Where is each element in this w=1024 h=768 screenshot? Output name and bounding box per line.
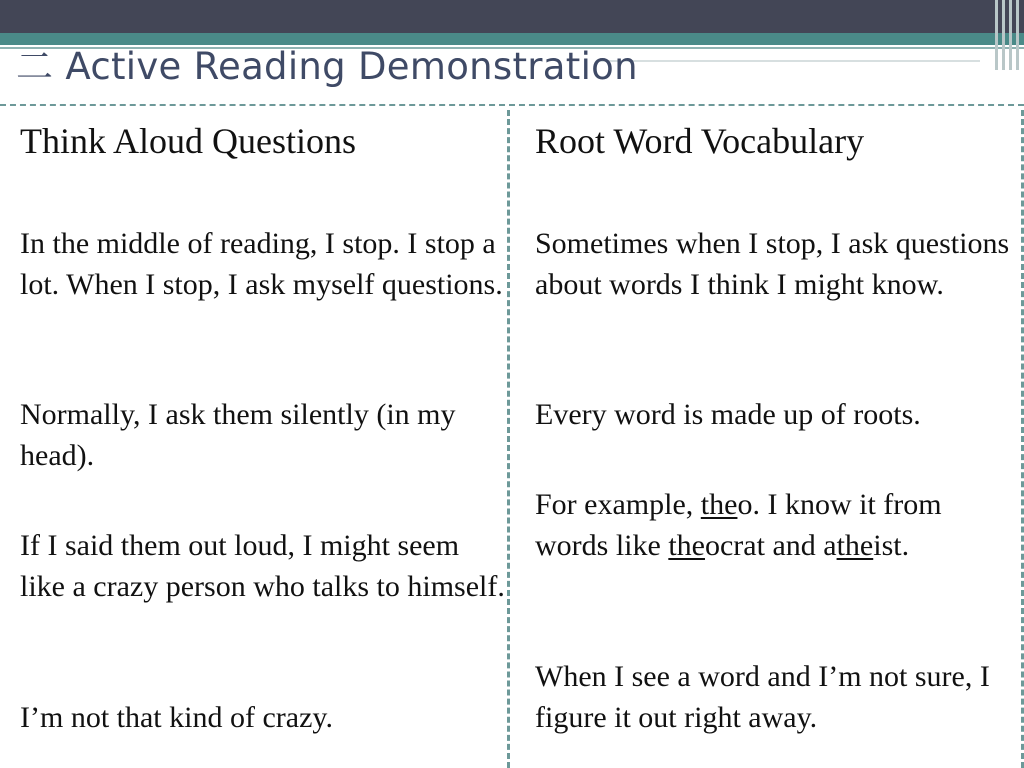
decorative-bar xyxy=(1009,0,1012,70)
paragraph: When I see a word and I’m not sure, I figure it out right away. xyxy=(535,660,990,734)
decorative-bar xyxy=(1016,0,1019,70)
header-band xyxy=(0,0,1024,33)
text-run: ocrat and a xyxy=(704,529,837,562)
decorative-bar xyxy=(995,0,998,70)
text-run: o. I know it from words like xyxy=(535,488,942,562)
paragraph: I’m not that kind of crazy. xyxy=(20,701,333,734)
decorative-bar xyxy=(1002,0,1005,70)
underlined-root: the xyxy=(836,529,874,562)
title-divider xyxy=(0,104,1024,106)
decorative-line xyxy=(600,60,980,62)
panel-heading: Think Aloud Questions xyxy=(20,121,357,161)
paragraph: Every word is made up of roots. xyxy=(535,398,921,431)
panel-heading: Root Word Vocabulary xyxy=(535,121,865,161)
paragraph: Normally, I ask them silently (in my head). xyxy=(20,398,456,472)
paragraph xyxy=(535,484,1020,566)
accent-band xyxy=(0,33,1024,45)
root-word-panel xyxy=(513,110,1024,768)
paragraph: In the middle of reading, I stop. I stop a lot. When I stop, I ask myself questions. xyxy=(20,227,503,301)
think-aloud-panel xyxy=(0,110,510,768)
slide-title: 二 Active Reading Demonstration xyxy=(16,45,638,88)
text-run: ist. xyxy=(873,529,910,562)
underlined-root: the xyxy=(700,488,738,521)
underlined-root: the xyxy=(668,529,705,562)
text-run: For example, xyxy=(535,488,701,521)
paragraph: Sometimes when I stop, I ask questions about words I think I might know. xyxy=(535,227,1010,301)
paragraph: If I said them out loud, I might seem like a crazy person who talks to himself. xyxy=(20,529,505,603)
